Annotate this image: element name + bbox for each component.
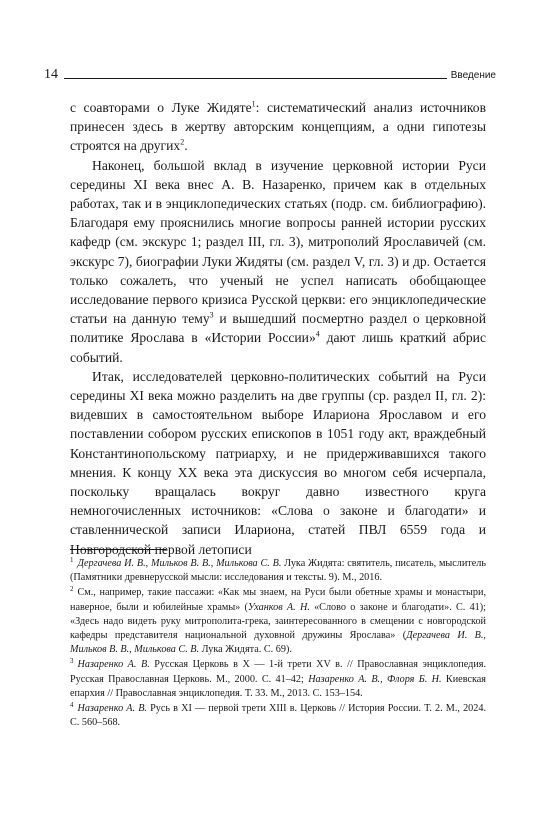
paragraph-3 xyxy=(70,367,486,559)
footnote-authors: Дергачева И. В., Мильков В. В., Милькова С. В. xyxy=(77,558,282,569)
footnote-authors: Уханков А. Н. xyxy=(247,601,310,613)
paragraph-2 xyxy=(70,156,486,367)
footnote-number: 2 xyxy=(70,585,74,594)
footnote-separator xyxy=(70,549,166,550)
paragraph-2-text-b: и вышедший посмертно раздел о церковной политике Ярослава в «Истории России» xyxy=(70,311,486,346)
footnote-text: Русская Церковь в X — 1-й трети XV в. // Православная энциклопедия. Русская Православная Церковь. М., 2000. С. 41–42; xyxy=(70,659,487,685)
footnote-ref-3[interactable]: 3 xyxy=(209,310,214,320)
footnote-ref-4[interactable]: 4 xyxy=(315,329,320,339)
footnote-authors: Назаренко А. В., Флоря Б. Н. xyxy=(308,673,442,685)
footnote-2 xyxy=(70,586,486,657)
footnote-text: Лука Жидята. С. 69). xyxy=(199,644,292,656)
paragraph-3-text: Итак, исследователей церковно-политических событий на Руси середины XI века можно разделить на две группы (ср. раздел II, гл. 2): видевших в самостоятельном выборе Илариона Ярославом и его поставлении собором русских епископов в 1051 году акт, враждебный Константинопольскому патриарху, и не придерживавшихся такого мнения. К концу XX века эта дискуссия во многом себя исчерпала, поскольку вращалась вокруг давно известного круга немногочисленных источников: «Слова о законе и благодати» и ставленнической записи Илариона, статей ПВЛ 6559 года и Новгородской первой летописи xyxy=(70,368,486,557)
running-header xyxy=(44,66,496,82)
footnote-3 xyxy=(70,658,486,701)
paragraph-1-text-b: : систематический анализ источников принесен здесь в жертву авторским концепциям, а одни гипотезы строятся на других xyxy=(70,100,486,154)
main-text xyxy=(70,98,486,559)
footnote-ref-1[interactable]: 1 xyxy=(251,99,256,109)
footnote-number: 1 xyxy=(70,555,74,564)
footnote-text: «Слово о законе и благодати». С. 41); «Здесь надо видеть руку митрополита-грека, заинтересованного в смещении с новгородской кафедры представителя национальной духовной дружины Ярослава» ( xyxy=(70,601,486,642)
footnote-authors: Назаренко А. В. xyxy=(77,703,147,715)
section-title: Введение xyxy=(450,70,496,81)
footnote-number: 4 xyxy=(70,700,74,709)
footnote-text: См., например, такие пассажи: «Как мы знаем, на Руси были обетные храмы и монастыри, наверное, были и юбилейные храмы» ( xyxy=(70,587,486,613)
paragraph-1-text-c: . xyxy=(184,138,188,154)
page-number: 14 xyxy=(44,67,58,82)
header-rule xyxy=(64,78,447,79)
paragraph-1-text-a: с соавторами о Луке Жидяте xyxy=(70,100,252,115)
paragraph-2-text-a: Наконец, большой вклад в изучение церковной истории Руси середины XI века внес А. В. Назаренко, причем как в отдельных работах, так и в энциклопедических статьях (подр. см. библиографию). Благодаря ему прояснились многие вопросы ранней истории русских кафедр (см. экскурс 1; раздел III, гл. 3), митрополий Ярославичей (см. экскурс 7), биографии Луки Жидяты (см. раздел V, гл. 3) и др. Остается только сожалеть, что ученый не успел написать обобщающее исследование первого кризиса Русской церкви: его энциклопедические статьи на данную тему xyxy=(70,157,486,327)
footnote-1 xyxy=(70,557,486,585)
footnote-4 xyxy=(70,702,486,730)
footnote-authors: Назаренко А. В. xyxy=(77,659,150,671)
footnote-ref-2[interactable]: 2 xyxy=(180,137,185,147)
footnote-text: Лука Жидята: святитель, писатель, мыслитель (Памятники древнерусской мысли: исследования и тексты. 9). М., 2016. xyxy=(70,558,487,584)
footnote-authors: Дергачева И. В., Мильков В. В., Милькова С. В. xyxy=(70,630,486,656)
footnote-text: Русь в XI — первой трети XIII в. Церковь // История России. Т. 2. М., 2024. С. 560–568. xyxy=(70,703,486,729)
footnote-text: Киевская епархия // Православная энциклопедия. Т. 33. М., 2013. С. 153–154. xyxy=(70,673,486,699)
paragraph-1 xyxy=(70,98,486,156)
footnote-number: 3 xyxy=(70,657,74,666)
footnotes xyxy=(70,557,486,731)
paragraph-2-text-c: дают лишь краткий абрис событий. xyxy=(70,330,486,365)
